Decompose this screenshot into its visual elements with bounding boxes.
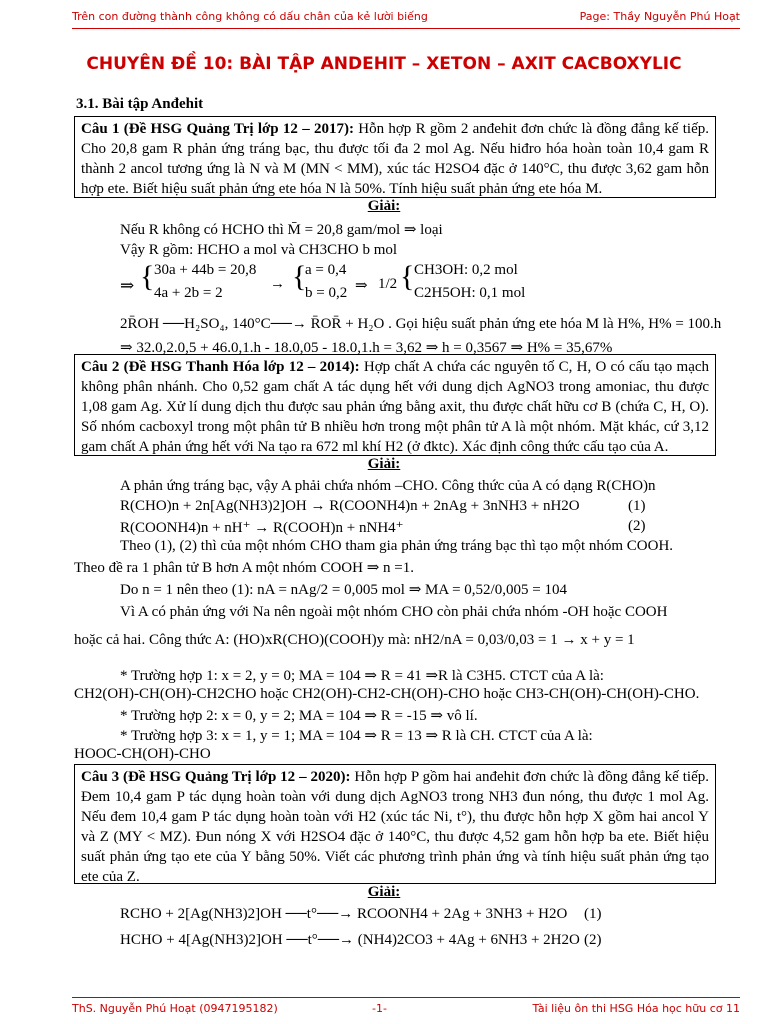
solution-3-reaction-2: HCHO + 4[Ag(NH3)2]OH ──t°──→ (NH4)2CO3 + 4Ag + 6NH3 + 2H2O [120,932,580,948]
solution-3-reaction-1: RCHO + 2[Ag(NH3)2]OH ──t°──→ RCOONH4 + 2Ag + 3NH3 + H2O [120,906,568,922]
solution-2-reaction-2-number: (2) [628,518,646,534]
brace-3: { [400,260,415,293]
solution-2-reaction-1: R(CHO)n + 2n[Ag(NH3)2]OH → R(COONH4)n + 2nAg + 3nNH3 + nH2O [120,498,580,514]
solution-2-line-6: Do n = 1 nên theo (1): nA = nAg/2 = 0,005 mol ⇒ MA = 0,52/0,005 = 104 [120,582,567,598]
solution-1-heading: Giải: [367,198,401,214]
question-3-text: Hỗn hợp P gồm hai anđehit đơn chức là đồng đẳng kế tiếp. Đem 10,4 gam P tác dụng hoàn toàn với dung dịch AgNO3 trong NH3 đun nóng, thu được 1 mol Ag. Nếu đem 10,4 gam P tác dụng hoàn toàn với H2 (xúc tác Ni, t°), thu được hỗn hợp X gồm hai ancol Y và Z (MY < MZ). Đun nóng X với H2SO4 đặc ở 140°C, thu được 4,52 gam hỗn hợp ba ete. Biết hiệu suất phản ứng tạo ete của Y bằng 50%. Viết các phương trình phản ứng và tính hiệu suất phản ứng tạo ete của Z. [81,769,709,885]
question-1-label: Câu 1 (Đề HSG Quảng Trị lớp 12 – 2017): [81,121,354,137]
system-1-eq-b: 4a + 2b = 2 [154,285,223,301]
footer-doc-title: Tài liệu ôn thi HSG Hóa học hữu cơ 11 [532,1002,740,1015]
solution-2-case-3-formula: HOOC-CH(OH)-CHO [74,746,211,762]
question-2-label: Câu 2 (Đề HSG Thanh Hóa lớp 12 – 2014): [81,359,360,375]
solution-2-line-5: Theo đề ra 1 phân tử B hơn A một nhóm COOH ⇒ n =1. [74,560,414,576]
solution-2-case-3: * Trường hợp 3: x = 1, y = 1; MA = 104 ⇒ R = 13 ⇒ R là CH. CTCT của A là: [120,728,593,744]
footer-page-number: -1- [372,1002,387,1015]
solution-2-line-8: hoặc cả hai. Công thức A: (HO)xR(CHO)(COOH)y mà: nH2/nA = 0,03/0,03 = 1 → x + y = 1 [74,632,635,648]
system-2-eq-a: a = 0,4 [305,262,347,278]
solution-3-reaction-2-number: (2) [584,932,602,948]
header-motto: Trên con đường thành công không có dấu chân của kẻ lười biếng [72,10,428,23]
solution-2-line-1: A phản ứng tráng bạc, vậy A phải chứa nhóm –CHO. Công thức của A có dạng R(CHO)n [120,478,656,494]
system-3-eq-a: CH3OH: 0,2 mol [414,262,518,278]
section-heading: 3.1. Bài tập Anđehit [76,96,204,112]
implies-symbol-2: ⇒ [355,278,368,294]
solution-2-line-4: Theo (1), (2) thì của một nhóm CHO tham gia phản ứng tráng bạc thì tạo một nhóm COOH. [120,538,674,554]
solution-2-heading: Giải: [367,456,401,472]
system-2-eq-b: b = 0,2 [305,285,348,301]
solution-1-line-1: Nếu R không có HCHO thì M̄ = 20,8 gam/mol ⇒ loại [120,222,443,238]
half-ratio: 1/2 [378,276,398,292]
question-3-label: Câu 3 (Đề HSG Quảng Trị lớp 12 – 2020): [81,769,351,785]
solution-2-case-1-formulas: CH2(OH)-CH(OH)-CH2CHO hoặc CH2(OH)-CH2-CH(OH)-CHO hoặc CH3-CH(OH)-CH(OH)-CHO. [74,686,700,702]
solution-2-line-7: Vì A có phản ứng với Na nên ngoài một nhóm CHO còn phải chứa nhóm -OH hoặc COOH [120,604,668,620]
page-footer [72,997,740,1018]
question-2-box [74,354,716,456]
solution-2-reaction-2: R(COONH4)n + nH⁺ → R(COOH)n + nNH4⁺ [120,520,404,536]
footer-author: ThS. Nguyễn Phú Hoạt (0947195182) [72,1002,278,1015]
arrow-1: → [270,276,285,292]
solution-1-line-4: 2R̄OH ──H₂SO₄, 140°C──→ R̄OR̄ + H₂O . Gọi hiệu suất phản ứng ete hóa M là H%, H% = 100.h [120,316,722,332]
brace-2: { [292,260,307,293]
implies-symbol: ⇒ [120,276,135,295]
solution-1-line-5: ⇒ 32.0,2.0,5 + 46.0,1.h - 18.0,05 - 18.0,1.h = 3,62 ⇒ h = 0,3567 ⇒ H% = 35,67% [120,340,613,356]
brace-1: { [140,260,155,293]
system-3-eq-b: C2H5OH: 0,1 mol [414,285,526,301]
solution-2-case-2: * Trường hợp 2: x = 0, y = 2; MA = 104 ⇒ R = -15 ⇒ vô lí. [120,708,478,724]
solution-1-line-2: Vậy R gồm: HCHO a mol và CH3CHO b mol [120,242,398,258]
page-header [72,8,740,29]
solution-2-reaction-1-number: (1) [628,498,646,514]
solution-3-reaction-1-number: (1) [584,906,602,922]
question-1-text: Hỗn hợp R gồm 2 anđehit đơn chức là đồng đẳng kế tiếp. Cho 20,8 gam R phản ứng tráng bạc, thu được tối đa 2 mol Ag. Nếu hiđro hóa hoàn toàn 10,4 gam R thành 2 ancol tương ứng là N và M (MN < MM), xúc tác H2SO4 đặc ở 140°C, thu được 3,62 gam hỗn hợp ete. Biết hiệu suất phản ứng ete hóa N là 50%. Tính hiệu suất phản ứng ete hóa M. [81,121,709,197]
page-title: CHUYÊN ĐỀ 10: BÀI TẬP ANDEHIT – XETON – AXIT CACBOXYLIC [86,54,682,74]
question-1-box [74,116,716,198]
header-page: Page: Thầy Nguyễn Phú Hoạt [579,10,740,23]
question-2-text: Hợp chất A chứa các nguyên tố C, H, O có cấu tạo mạch không phân nhánh. Cho 0,52 gam chất A tác dụng hết với dung dịch AgNO3 trong amoniac, thu được 1,08 gam Ag. Xử lí dung dịch thu được sau phản ứng bằng axit, thu được chất hữu cơ B (chứa C, H, O). Số nhóm cacboxyl trong một phân tử B nhiều hơn trong một phân tử A là một nhóm. Mặt khác, cứ 3,12 gam chất A phản ứng hết với Na tạo ra 672 ml khí H2 (ở đktc). Xác định công thức cấu tạo của A. [81,359,710,455]
solution-3-heading: Giải: [367,884,401,900]
question-3-box [74,764,716,884]
solution-2-case-1: * Trường hợp 1: x = 2, y = 0; MA = 104 ⇒ R = 41 ⇒R là C3H5. CTCT của A là: [120,668,604,684]
system-1-eq-a: 30a + 44b = 20,8 [154,262,257,278]
